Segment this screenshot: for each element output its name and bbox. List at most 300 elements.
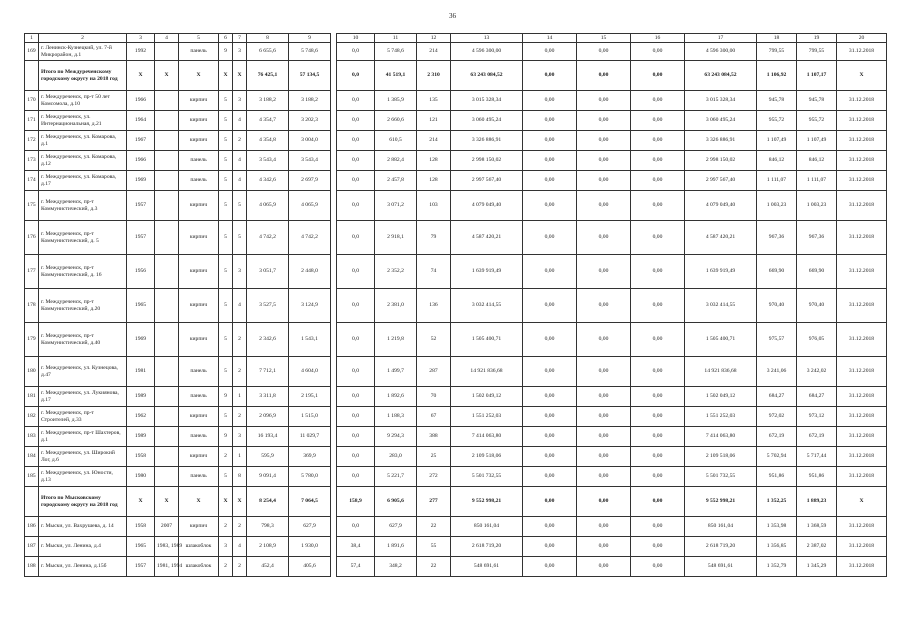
cell-col-17: 2 997 567,40 bbox=[685, 171, 757, 191]
cell-col-19: 951,86 bbox=[797, 467, 837, 487]
cell-col-5: X bbox=[179, 61, 219, 91]
cell-col-4 bbox=[155, 255, 179, 289]
cell-col-20: 31.12.2018 bbox=[837, 323, 887, 357]
cell-col-20: 31.12.2018 bbox=[837, 357, 887, 387]
cell-col-18: 1 106,92 bbox=[757, 61, 797, 91]
table-row bbox=[25, 323, 887, 357]
cell-col-17: 4 587 420,21 bbox=[685, 221, 757, 255]
cell-col-9: 4 604,0 bbox=[289, 357, 331, 387]
cell-col-8: 3 543,4 bbox=[247, 151, 289, 171]
cell-col-2: г. Междуреченск, пр-т Коммунистический, д. 5 bbox=[39, 221, 127, 255]
cell-col-8: 7 712,1 bbox=[247, 357, 289, 387]
cell-col-13: 3 015 328,34 bbox=[451, 91, 523, 111]
cell-col-15: 0,00 bbox=[577, 61, 631, 91]
cell-col-1: 169 bbox=[25, 43, 39, 61]
cell-col-19: 846,12 bbox=[797, 151, 837, 171]
cell-col-4 bbox=[155, 427, 179, 447]
cell-col-12: 74 bbox=[417, 255, 451, 289]
cell-col-9: 3 124,9 bbox=[289, 289, 331, 323]
cell-col-19: 1 368,59 bbox=[797, 517, 837, 537]
cell-col-2: г. Междуреченск, пр-т 50 лет Комсомола, д.10 bbox=[39, 91, 127, 111]
table-row bbox=[25, 111, 887, 131]
cell-col-18: 5 702,94 bbox=[757, 447, 797, 467]
header-cell-col-20: 20 bbox=[837, 34, 887, 43]
cell-col-8: 798,3 bbox=[247, 517, 289, 537]
cell-col-12: 277 bbox=[417, 487, 451, 517]
cell-col-13: 2 618 719,20 bbox=[451, 537, 523, 557]
cell-col-5: кирпич bbox=[179, 91, 219, 111]
cell-col-18: 945,78 bbox=[757, 91, 797, 111]
cell-col-1: 180 bbox=[25, 357, 39, 387]
cell-col-3: 1980 bbox=[127, 467, 155, 487]
cell-col-19: 970,40 bbox=[797, 289, 837, 323]
cell-col-12: 55 bbox=[417, 537, 451, 557]
table-row bbox=[25, 255, 887, 289]
table-row bbox=[25, 221, 887, 255]
cell-col-13: 14 921 836,68 bbox=[451, 357, 523, 387]
cell-col-17: 1 639 919,49 bbox=[685, 255, 757, 289]
cell-col-14: 0,00 bbox=[523, 171, 577, 191]
cell-col-19: 1 107,49 bbox=[797, 131, 837, 151]
cell-col-5: X bbox=[179, 487, 219, 517]
cell-col-19: 1 107,17 bbox=[797, 61, 837, 91]
total-row bbox=[25, 487, 887, 517]
cell-col-10: 0,0 bbox=[337, 427, 375, 447]
cell-col-12: 22 bbox=[417, 557, 451, 577]
cell-col-18: 975,57 bbox=[757, 323, 797, 357]
cell-col-20: 31.12.2018 bbox=[837, 517, 887, 537]
cell-col-18: 1 352,79 bbox=[757, 557, 797, 577]
cell-col-5: шлакоблок bbox=[179, 557, 219, 577]
cell-col-14: 0,00 bbox=[523, 131, 577, 151]
cell-col-10: 0,0 bbox=[337, 447, 375, 467]
header-cell-col-17: 17 bbox=[685, 34, 757, 43]
cell-col-8: 4 342,6 bbox=[247, 171, 289, 191]
cell-col-4: 1981, 1994 bbox=[155, 557, 179, 577]
cell-col-7: 4 bbox=[233, 111, 247, 131]
cell-col-3: 1969 bbox=[127, 323, 155, 357]
cell-col-14: 0,00 bbox=[523, 61, 577, 91]
cell-col-14: 0,00 bbox=[523, 43, 577, 61]
cell-col-12: 22 bbox=[417, 517, 451, 537]
cell-col-20: 31.12.2018 bbox=[837, 255, 887, 289]
cell-col-5: панель bbox=[179, 467, 219, 487]
cell-col-1: 170 bbox=[25, 91, 39, 111]
cell-col-7: 2 bbox=[233, 407, 247, 427]
cell-col-16: 0,00 bbox=[631, 255, 685, 289]
cell-col-18: 972,02 bbox=[757, 407, 797, 427]
cell-col-5: кирпич bbox=[179, 131, 219, 151]
cell-col-13: 2 998 150,02 bbox=[451, 151, 523, 171]
cell-col-1: 177 bbox=[25, 255, 39, 289]
cell-col-13: 3 060 495,24 bbox=[451, 111, 523, 131]
cell-col-9: 4 742,2 bbox=[289, 221, 331, 255]
cell-col-1: 171 bbox=[25, 111, 39, 131]
cell-col-18: 669,90 bbox=[757, 255, 797, 289]
cell-col-5: панель bbox=[179, 387, 219, 407]
cell-col-3: 1964 bbox=[127, 111, 155, 131]
cell-col-9: 3 004,0 bbox=[289, 131, 331, 151]
cell-col-17: 14 921 836,68 bbox=[685, 357, 757, 387]
cell-col-12: 25 bbox=[417, 447, 451, 467]
header-cell-col-8: 8 bbox=[247, 34, 289, 43]
cell-col-1: 175 bbox=[25, 191, 39, 221]
header-cell-col-15: 15 bbox=[577, 34, 631, 43]
cell-col-6: 5 bbox=[219, 407, 233, 427]
cell-col-6: 5 bbox=[219, 171, 233, 191]
cell-col-1: 184 bbox=[25, 447, 39, 467]
cell-col-14: 0,00 bbox=[523, 467, 577, 487]
cell-col-9: 2 697,9 bbox=[289, 171, 331, 191]
cell-col-19: 1 889,23 bbox=[797, 487, 837, 517]
cell-col-19: 955,72 bbox=[797, 111, 837, 131]
cell-col-15: 0,00 bbox=[577, 151, 631, 171]
cell-col-19: 799,55 bbox=[797, 43, 837, 61]
cell-col-20: 31.12.2018 bbox=[837, 191, 887, 221]
cell-col-13: 4 587 420,21 bbox=[451, 221, 523, 255]
header-cell-col-1: 1 bbox=[25, 34, 39, 43]
cell-col-12: 2 310 bbox=[417, 61, 451, 91]
cell-col-15: 0,00 bbox=[577, 43, 631, 61]
cell-col-7: 2 bbox=[233, 357, 247, 387]
cell-col-14: 0,00 bbox=[523, 487, 577, 517]
cell-col-17: 4 079 049,40 bbox=[685, 191, 757, 221]
cell-col-3: 1957 bbox=[127, 221, 155, 255]
cell-col-2: г. Междуреченск, ул. Интернациональная, д.21 bbox=[39, 111, 127, 131]
cell-col-5: панель bbox=[179, 43, 219, 61]
cell-col-1: 176 bbox=[25, 221, 39, 255]
cell-col-6: X bbox=[219, 61, 233, 91]
cell-col-5: кирпич bbox=[179, 111, 219, 131]
cell-col-1: 179 bbox=[25, 323, 39, 357]
cell-col-11: 5 748,6 bbox=[375, 43, 417, 61]
cell-col-19: 3 242,02 bbox=[797, 357, 837, 387]
cell-col-4: 1983, 1989 bbox=[155, 537, 179, 557]
cell-col-8: 452,4 bbox=[247, 557, 289, 577]
cell-col-20: 31.12.2018 bbox=[837, 467, 887, 487]
cell-col-10: 0,0 bbox=[337, 517, 375, 537]
cell-col-20: 31.12.2018 bbox=[837, 289, 887, 323]
cell-col-19: 1 003,23 bbox=[797, 191, 837, 221]
cell-col-6: 5 bbox=[219, 323, 233, 357]
cell-col-10: 0,0 bbox=[337, 387, 375, 407]
header-cell-col-18: 18 bbox=[757, 34, 797, 43]
cell-col-4 bbox=[155, 387, 179, 407]
cell-col-5: панель bbox=[179, 357, 219, 387]
cell-col-10: 0,0 bbox=[337, 131, 375, 151]
header-cell-col-7: 7 bbox=[233, 34, 247, 43]
cell-col-20: 31.12.2018 bbox=[837, 151, 887, 171]
table-row bbox=[25, 537, 887, 557]
cell-col-16: 0,00 bbox=[631, 61, 685, 91]
cell-col-17: 3 032 414,55 bbox=[685, 289, 757, 323]
cell-col-14: 0,00 bbox=[523, 517, 577, 537]
cell-col-2: г. Мыски, ул. Ленина, д.15б bbox=[39, 557, 127, 577]
cell-col-6: 5 bbox=[219, 467, 233, 487]
cell-col-4: X bbox=[155, 61, 179, 91]
cell-col-12: 121 bbox=[417, 111, 451, 131]
cell-col-11: 2 660,6 bbox=[375, 111, 417, 131]
header-cell-col-3: 3 bbox=[127, 34, 155, 43]
cell-col-5: кирпич bbox=[179, 255, 219, 289]
cell-col-19: 672,19 bbox=[797, 427, 837, 447]
cell-col-4 bbox=[155, 289, 179, 323]
cell-col-18: 967,36 bbox=[757, 221, 797, 255]
cell-col-1: 185 bbox=[25, 467, 39, 487]
cell-col-9: 1 543,1 bbox=[289, 323, 331, 357]
cell-col-3: 1969 bbox=[127, 171, 155, 191]
cell-col-1 bbox=[25, 487, 39, 517]
cell-col-13: 4 079 049,40 bbox=[451, 191, 523, 221]
cell-col-17: 1 551 252,03 bbox=[685, 407, 757, 427]
cell-col-11: 348,2 bbox=[375, 557, 417, 577]
cell-col-14: 0,00 bbox=[523, 357, 577, 387]
cell-col-4 bbox=[155, 171, 179, 191]
cell-col-11: 2 381,0 bbox=[375, 289, 417, 323]
cell-col-6: 9 bbox=[219, 427, 233, 447]
cell-col-11: 41 519,1 bbox=[375, 61, 417, 91]
cell-col-20: 31.12.2018 bbox=[837, 447, 887, 467]
cell-col-6: 5 bbox=[219, 151, 233, 171]
cell-col-2: г. Междуреченск, ул. Комарова, д.1 bbox=[39, 131, 127, 151]
cell-col-16: 0,00 bbox=[631, 357, 685, 387]
cell-col-18: 955,72 bbox=[757, 111, 797, 131]
cell-col-9: 3 543,4 bbox=[289, 151, 331, 171]
cell-col-15: 0,00 bbox=[577, 323, 631, 357]
cell-col-3: 1966 bbox=[127, 91, 155, 111]
cell-col-3: 1957 bbox=[127, 557, 155, 577]
cell-col-4 bbox=[155, 323, 179, 357]
cell-col-9: 3 202,3 bbox=[289, 111, 331, 131]
cell-col-13: 850 161,04 bbox=[451, 517, 523, 537]
cell-col-4 bbox=[155, 221, 179, 255]
cell-col-13: 1 505 400,71 bbox=[451, 323, 523, 357]
cell-col-6: 5 bbox=[219, 357, 233, 387]
cell-col-7: 5 bbox=[233, 221, 247, 255]
cell-col-17: 3 015 328,34 bbox=[685, 91, 757, 111]
cell-col-8: 76 425,1 bbox=[247, 61, 289, 91]
cell-col-17: 3 060 495,24 bbox=[685, 111, 757, 131]
cell-col-19: 2 387,02 bbox=[797, 537, 837, 557]
cell-col-13: 3 032 414,55 bbox=[451, 289, 523, 323]
cell-col-7: 4 bbox=[233, 151, 247, 171]
cell-col-18: 684,27 bbox=[757, 387, 797, 407]
cell-col-11: 1 385,9 bbox=[375, 91, 417, 111]
cell-col-2: г. Междуреченск, пр-т Коммунистический, д.3 bbox=[39, 191, 127, 221]
cell-col-2: г. Междуреченск, ул. Лукиянова, д.17 bbox=[39, 387, 127, 407]
cell-col-13: 3 326 886,91 bbox=[451, 131, 523, 151]
cell-col-10: 0,0 bbox=[337, 191, 375, 221]
cell-col-11: 610,5 bbox=[375, 131, 417, 151]
cell-col-20: 31.12.2018 bbox=[837, 557, 887, 577]
cell-col-5: кирпич bbox=[179, 323, 219, 357]
cell-col-6: 2 bbox=[219, 557, 233, 577]
header-cell-col-12: 12 bbox=[417, 34, 451, 43]
cell-col-8: 2 342,6 bbox=[247, 323, 289, 357]
cell-col-17: 548 691,61 bbox=[685, 557, 757, 577]
header-cell-col-13: 13 bbox=[451, 34, 523, 43]
cell-col-10: 0,0 bbox=[337, 255, 375, 289]
table-row bbox=[25, 427, 887, 447]
cell-col-13: 5 501 732,55 bbox=[451, 467, 523, 487]
cell-col-10: 0,0 bbox=[337, 171, 375, 191]
cell-col-7: 4 bbox=[233, 537, 247, 557]
cell-col-7: 2 bbox=[233, 131, 247, 151]
cell-col-9: 4 065,9 bbox=[289, 191, 331, 221]
cell-col-10: 0,0 bbox=[337, 221, 375, 255]
cell-col-15: 0,00 bbox=[577, 387, 631, 407]
cell-col-14: 0,00 bbox=[523, 557, 577, 577]
cell-col-6: 5 bbox=[219, 191, 233, 221]
cell-col-16: 0,00 bbox=[631, 323, 685, 357]
cell-col-3: X bbox=[127, 61, 155, 91]
cell-col-11: 1 219,8 bbox=[375, 323, 417, 357]
cell-col-8: 3 311,8 bbox=[247, 387, 289, 407]
cell-col-19: 684,27 bbox=[797, 387, 837, 407]
cell-col-8: 2 096,9 bbox=[247, 407, 289, 427]
cell-col-14: 0,00 bbox=[523, 91, 577, 111]
header-cell-col-9: 9 bbox=[289, 34, 331, 43]
register-table-sheet bbox=[24, 33, 882, 623]
cell-col-14: 0,00 bbox=[523, 387, 577, 407]
cell-col-15: 0,00 bbox=[577, 447, 631, 467]
cell-col-4 bbox=[155, 447, 179, 467]
cell-col-19: 967,36 bbox=[797, 221, 837, 255]
cell-col-16: 0,00 bbox=[631, 407, 685, 427]
header-cell-col-2: 2 bbox=[39, 34, 127, 43]
cell-col-12: 214 bbox=[417, 43, 451, 61]
cell-col-11: 627,9 bbox=[375, 517, 417, 537]
cell-col-4 bbox=[155, 407, 179, 427]
cell-col-11: 2 882,4 bbox=[375, 151, 417, 171]
cell-col-17: 2 998 150,02 bbox=[685, 151, 757, 171]
cell-col-1: 186 bbox=[25, 517, 39, 537]
cell-col-16: 0,00 bbox=[631, 111, 685, 131]
cell-col-16: 0,00 bbox=[631, 131, 685, 151]
cell-col-9: 627,9 bbox=[289, 517, 331, 537]
table-row bbox=[25, 387, 887, 407]
cell-col-4 bbox=[155, 467, 179, 487]
cell-col-6: 5 bbox=[219, 111, 233, 131]
cell-col-10: 0,0 bbox=[337, 407, 375, 427]
cell-col-15: 0,00 bbox=[577, 357, 631, 387]
cell-col-17: 4 596 300,00 bbox=[685, 43, 757, 61]
header-cell-col-14: 14 bbox=[523, 34, 577, 43]
cell-col-5: кирпич bbox=[179, 191, 219, 221]
cell-col-15: 0,00 bbox=[577, 289, 631, 323]
cell-col-11: 2 457,8 bbox=[375, 171, 417, 191]
cell-col-7: 3 bbox=[233, 255, 247, 289]
cell-col-1: 172 bbox=[25, 131, 39, 151]
cell-col-15: 0,00 bbox=[577, 131, 631, 151]
cell-col-8: 8 254,4 bbox=[247, 487, 289, 517]
cell-col-3: X bbox=[127, 487, 155, 517]
cell-col-12: 79 bbox=[417, 221, 451, 255]
cell-col-15: 0,00 bbox=[577, 255, 631, 289]
cell-col-16: 0,00 bbox=[631, 517, 685, 537]
cell-col-8: 4 354,8 bbox=[247, 131, 289, 151]
cell-col-6: 9 bbox=[219, 43, 233, 61]
cell-col-3: 1962 bbox=[127, 407, 155, 427]
cell-col-8: 2 108,9 bbox=[247, 537, 289, 557]
cell-col-3: 1966 bbox=[127, 151, 155, 171]
cell-col-6: 5 bbox=[219, 255, 233, 289]
cell-col-6: 2 bbox=[219, 447, 233, 467]
cell-col-15: 0,00 bbox=[577, 221, 631, 255]
header-cell-col-11: 11 bbox=[375, 34, 417, 43]
cell-col-3: 1956 bbox=[127, 255, 155, 289]
cell-col-16: 0,00 bbox=[631, 557, 685, 577]
cell-col-11: 283,0 bbox=[375, 447, 417, 467]
cell-col-15: 0,00 bbox=[577, 171, 631, 191]
cell-col-5: кирпич bbox=[179, 407, 219, 427]
cell-col-2: г. Мыски, ул. Вахрушева, д. 14 bbox=[39, 517, 127, 537]
cell-col-3: 1981 bbox=[127, 357, 155, 387]
cell-col-16: 0,00 bbox=[631, 171, 685, 191]
cell-col-1: 188 bbox=[25, 557, 39, 577]
cell-col-18: 799,55 bbox=[757, 43, 797, 61]
cell-col-2: Итого по Мысковскому городскому округу на 2018 год bbox=[39, 487, 127, 517]
cell-col-5: кирпич bbox=[179, 517, 219, 537]
cell-col-2: г. Ленинск-Кузнецкий, ул. 7-й Микрорайон, д.1 bbox=[39, 43, 127, 61]
cell-col-14: 0,00 bbox=[523, 427, 577, 447]
cell-col-12: 103 bbox=[417, 191, 451, 221]
cell-col-10: 0,0 bbox=[337, 91, 375, 111]
cell-col-3: 1958 bbox=[127, 447, 155, 467]
cell-col-8: 16 193,4 bbox=[247, 427, 289, 447]
cell-col-12: 287 bbox=[417, 357, 451, 387]
cell-col-3: 1958 bbox=[127, 517, 155, 537]
table-row bbox=[25, 171, 887, 191]
cell-col-11: 1 188,3 bbox=[375, 407, 417, 427]
cell-col-7: 1 bbox=[233, 447, 247, 467]
cell-col-7: 3 bbox=[233, 91, 247, 111]
table-row bbox=[25, 467, 887, 487]
cell-col-16: 0,00 bbox=[631, 91, 685, 111]
cell-col-6: 5 bbox=[219, 221, 233, 255]
cell-col-9: 369,9 bbox=[289, 447, 331, 467]
cell-col-9: 3 188,2 bbox=[289, 91, 331, 111]
cell-col-5: панель bbox=[179, 151, 219, 171]
cell-col-3: 1989 bbox=[127, 427, 155, 447]
cell-col-10: 0,0 bbox=[337, 289, 375, 323]
cell-col-17: 5 501 732,55 bbox=[685, 467, 757, 487]
cell-col-17: 9 552 998,21 bbox=[685, 487, 757, 517]
header-cell-col-4: 4 bbox=[155, 34, 179, 43]
cell-col-20: X bbox=[837, 487, 887, 517]
cell-col-20: X bbox=[837, 61, 887, 91]
cell-col-7: 2 bbox=[233, 557, 247, 577]
cell-col-7: X bbox=[233, 61, 247, 91]
cell-col-14: 0,00 bbox=[523, 447, 577, 467]
cell-col-14: 0,00 bbox=[523, 111, 577, 131]
cell-col-5: панель bbox=[179, 427, 219, 447]
header-cell-col-5: 5 bbox=[179, 34, 219, 43]
cell-col-6: 5 bbox=[219, 289, 233, 323]
cell-col-18: 672,19 bbox=[757, 427, 797, 447]
cell-col-7: 3 bbox=[233, 43, 247, 61]
cell-col-16: 0,00 bbox=[631, 487, 685, 517]
cell-col-9: 2 195,1 bbox=[289, 387, 331, 407]
cell-col-8: 595,9 bbox=[247, 447, 289, 467]
table-row bbox=[25, 43, 887, 61]
cell-col-16: 0,00 bbox=[631, 387, 685, 407]
cell-col-9: 405,6 bbox=[289, 557, 331, 577]
cell-col-16: 0,00 bbox=[631, 191, 685, 221]
cell-col-8: 6 655,6 bbox=[247, 43, 289, 61]
cell-col-5: шлакоблок bbox=[179, 537, 219, 557]
cell-col-19: 973,12 bbox=[797, 407, 837, 427]
